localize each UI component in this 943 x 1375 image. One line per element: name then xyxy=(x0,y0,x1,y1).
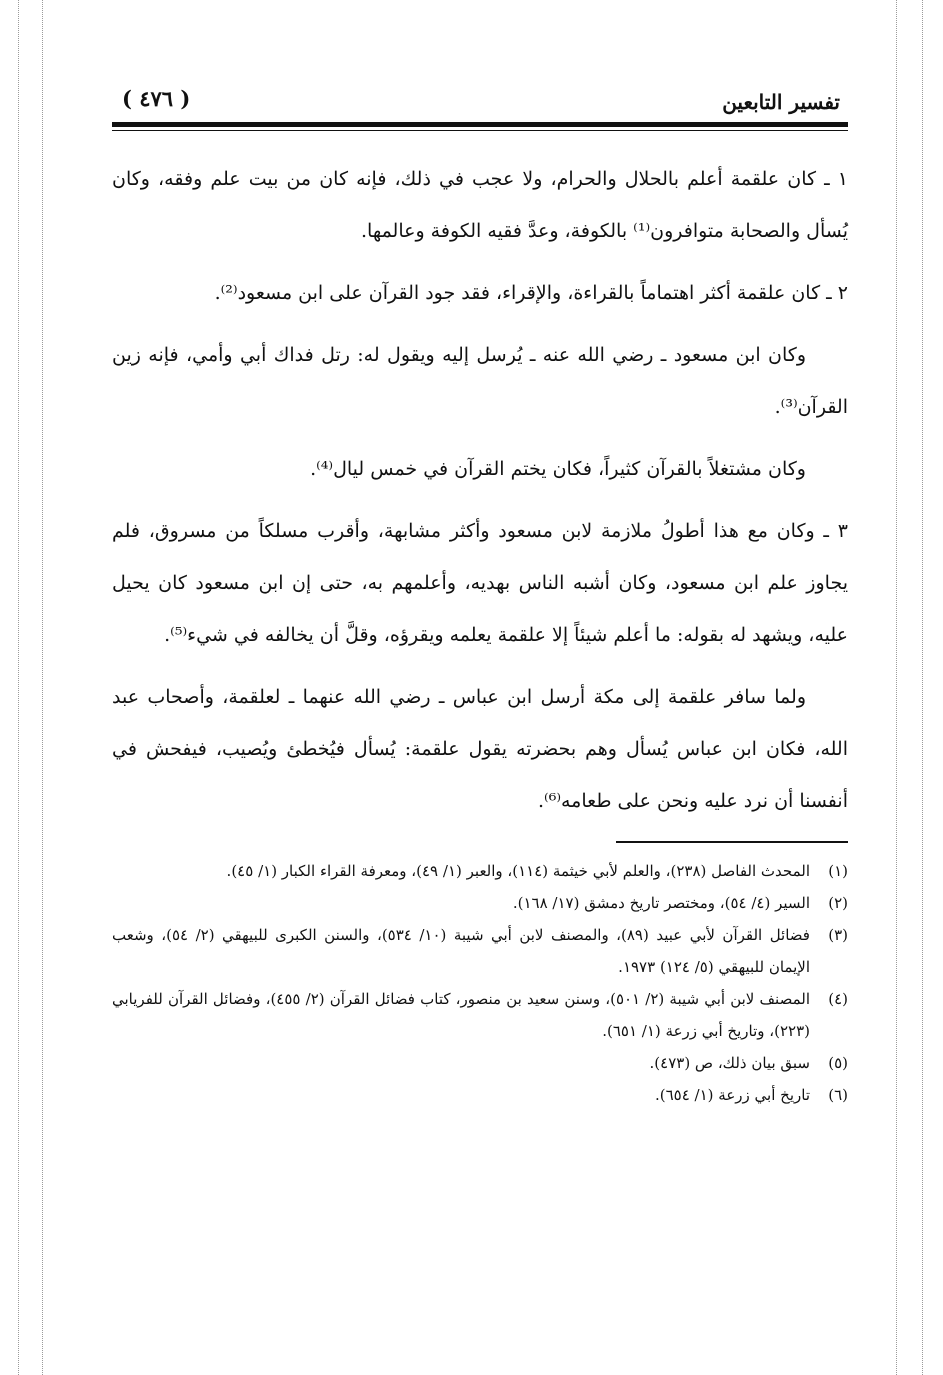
footnote-text: سبق بيان ذلك، ص (٤٧٣). xyxy=(649,1054,810,1072)
footnote-number: (٥) xyxy=(828,1054,848,1072)
footnote-number: (٤) xyxy=(828,990,848,1008)
footnote-text: فضائل القرآن لأبي عبيد (٨٩)، والمصنف لابن أبي شيبة (١٠/ ٥٣٤)، والسنن الكبرى للبيهقي (٢/ ٥٤)، وشعب الإيمان للبيهقي (٥/ ١٢٤) ١٩٧٣. xyxy=(112,926,810,976)
footnote-number: (١) xyxy=(828,862,848,880)
scan-dotted-line xyxy=(922,0,923,1375)
scan-dotted-line xyxy=(42,0,43,1375)
paragraph: وكان مشتغلاً بالقرآن كثيراً، فكان يختم القرآن في خمس ليال⁽⁴⁾. xyxy=(310,458,806,480)
footnote xyxy=(112,887,848,919)
header-rule xyxy=(112,122,848,127)
running-header xyxy=(112,80,848,120)
paragraph: وكان ابن مسعود ـ رضي الله عنه ـ يُرسل إليه ويقول له: رتل فداك أبي وأمي، فإنه زين القرآن⁽³⁾. xyxy=(112,344,848,418)
paragraph: ١ ـ كان علقمة أعلم بالحلال والحرام، ولا عجب في ذلك، فإنه كان من بيت علم وفقه، وكان يُسأل والصحابة متوافرون⁽¹⁾ بالكوفة، وعدَّ فقيه الكوفة وعالمها. xyxy=(112,168,848,242)
footnote xyxy=(112,1079,848,1111)
paragraph: ولما سافر علقمة إلى مكة أرسل ابن عباس ـ رضي الله عنهما ـ لعلقمة، وأصحاب عبد الله، فكان ابن عباس يُسأل وهم بحضرته يقول علقمة: يُسأل فيُخطئ ويُصيب، فيفحش في أنفسنا أن نرد عليه ونحن على طعامه⁽⁶⁾. xyxy=(112,686,848,812)
footnote xyxy=(112,855,848,887)
page-number: ( ٤٧٦ ) xyxy=(122,86,191,111)
footnote-number: (٦) xyxy=(828,1086,848,1104)
footnote-separator xyxy=(616,841,848,843)
book-page xyxy=(112,80,848,1111)
scan-dotted-line xyxy=(18,0,19,1375)
footnote-number: (٣) xyxy=(828,926,848,944)
book-title: تفسير التابعين xyxy=(722,90,840,114)
header-rule-thin xyxy=(112,130,848,131)
paragraph: ٢ ـ كان علقمة أكثر اهتماماً بالقراءة، والإقراء، فقد جود القرآن على ابن مسعود⁽²⁾. xyxy=(214,282,848,304)
scan-dotted-line xyxy=(896,0,897,1375)
footnote xyxy=(112,919,848,983)
footnote xyxy=(112,1047,848,1079)
footnote-text: تاريخ أبي زرعة (١/ ٦٥٤). xyxy=(654,1086,810,1104)
paragraph: ٣ ـ وكان مع هذا أطولُ ملازمة لابن مسعود وأكثر مشابهة، وأقرب مسلكاً من مسروق، فلم يجاوز علم ابن مسعود، وكان أشبه الناس بهديه، وأعلمهم به، حتى إن ابن مسعود كان يحيل عليه، ويشهد له بقوله: ما أعلم شيئاً إلا علقمة يعلمه ويقرؤه، وقلَّ أن يخالفه في شيء⁽⁵⁾. xyxy=(112,520,848,646)
footnote xyxy=(112,983,848,1047)
footnote-text: المصنف لابن أبي شيبة (٢/ ٥٠١)، وسنن سعيد بن منصور، كتاب فضائل القرآن (٢/ ٤٥٥)، وفضائل القرآن للفريابي (٢٢٣)، وتاريخ أبي زرعة (١/ ٦٥١). xyxy=(112,990,810,1040)
footnote-text: المحدث الفاصل (٢٣٨)، والعلم لأبي خيثمة (١١٤)، والعبر (١/ ٤٩)، ومعرفة القراء الكبار (١/ ٤٥). xyxy=(226,862,810,880)
footnotes xyxy=(112,855,848,1111)
footnote-text: السير (٤/ ٥٤)، ومختصر تاريخ دمشق (١٧/ ١٦٨). xyxy=(512,894,810,912)
footnote-number: (٢) xyxy=(828,894,848,912)
main-text xyxy=(112,153,848,827)
